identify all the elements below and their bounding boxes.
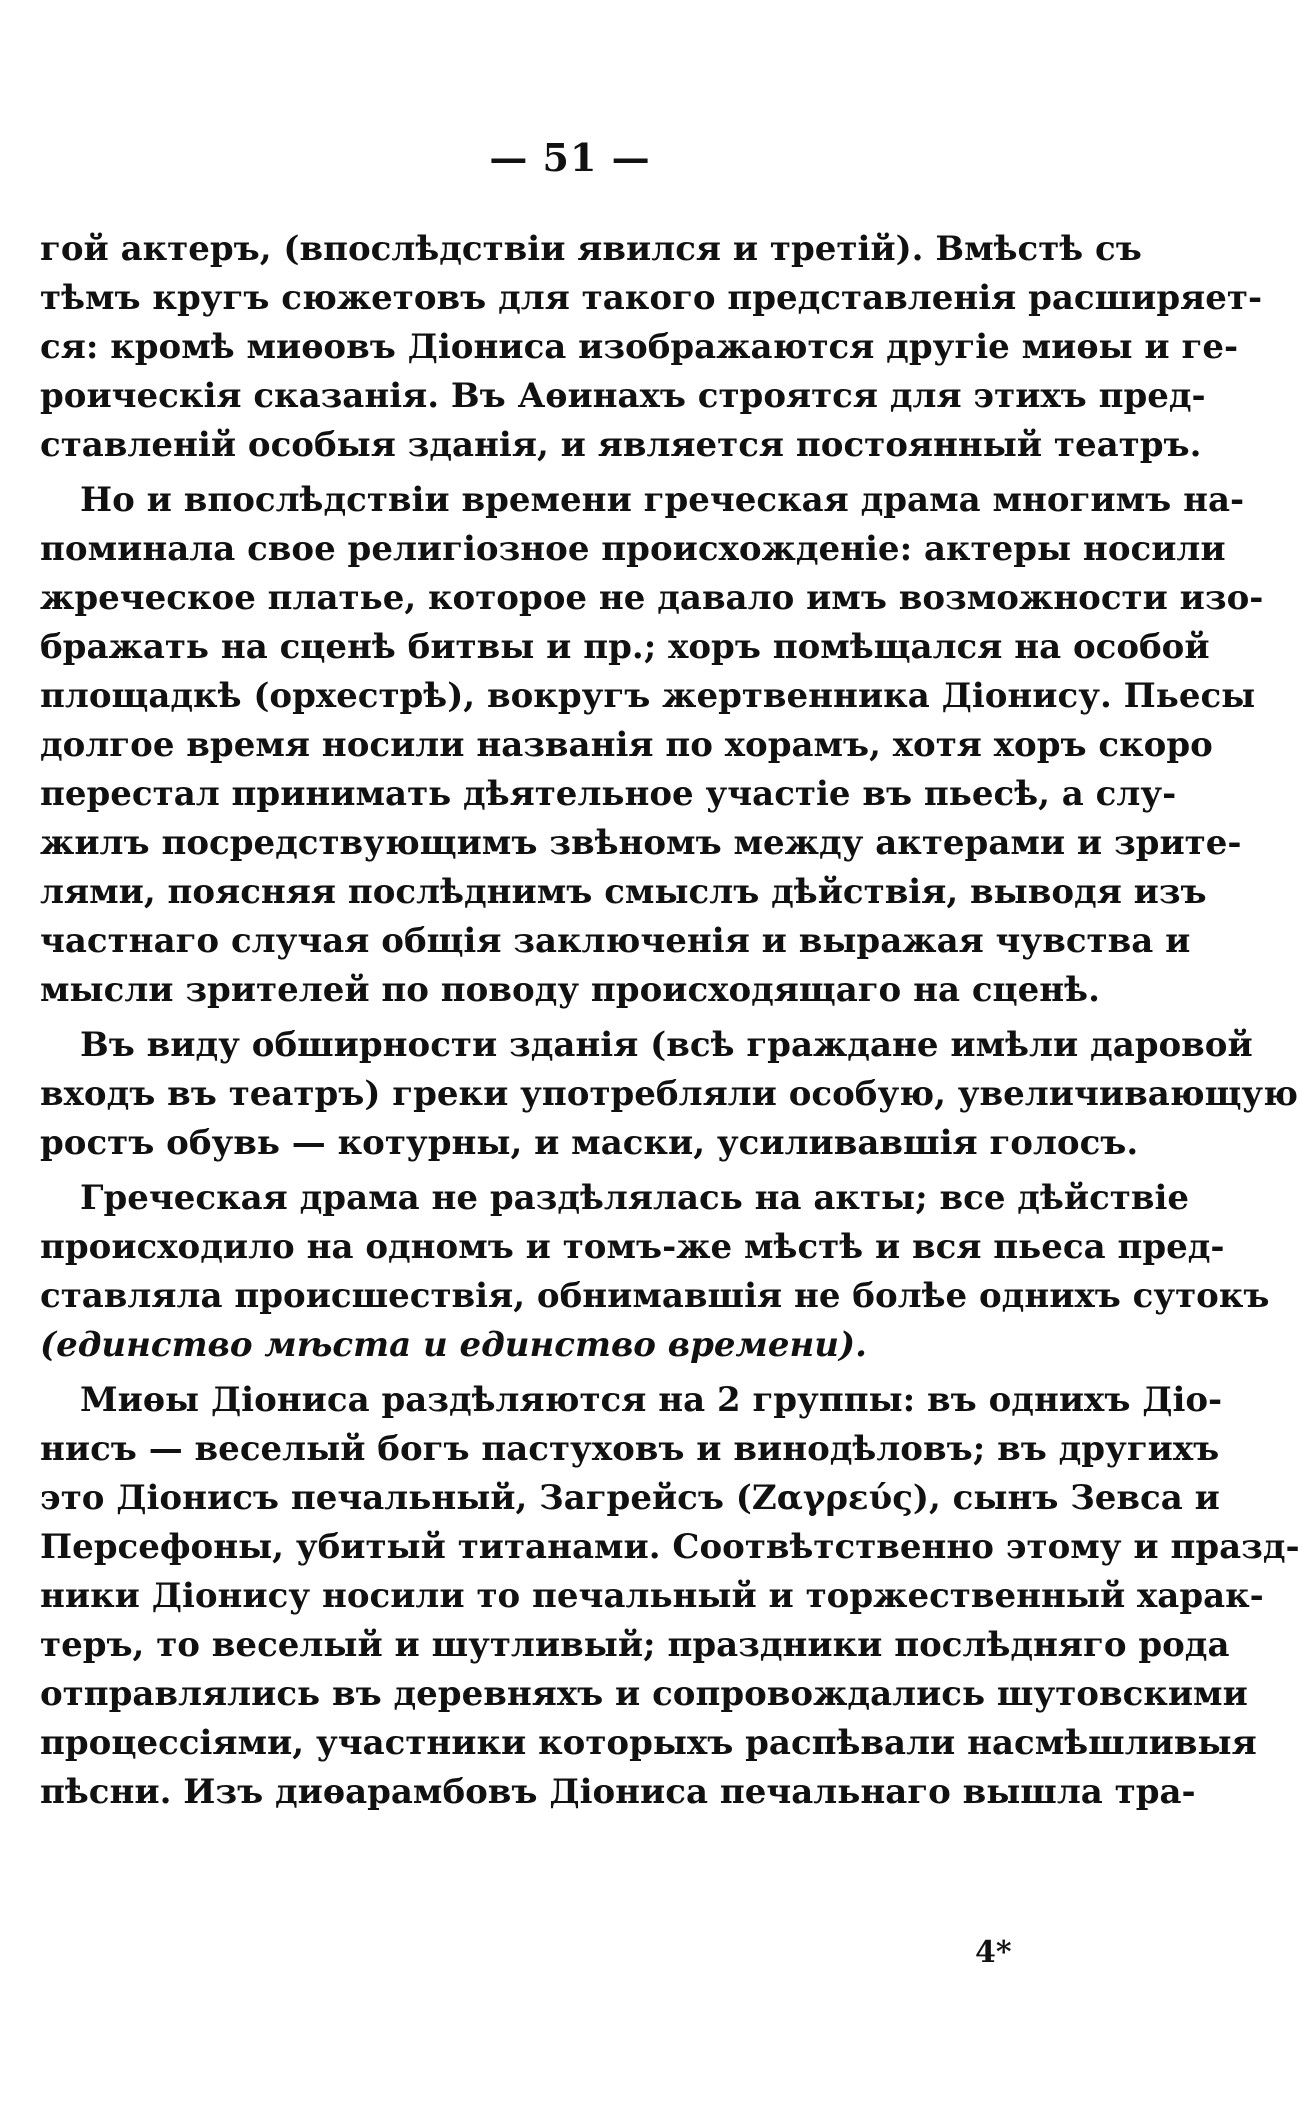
text-line: пѣсни. Изъ диѳарамбовъ Діониса печальнаго вышла тра- xyxy=(40,1772,1196,1812)
text-line: ставленій особыя зданія, и является постоянный театръ. xyxy=(40,425,1202,465)
text-line: частнаго случая общія заключенія и выражая чувства и xyxy=(40,921,1191,961)
paragraph xyxy=(40,225,1263,470)
text-line: (единство мѣста и единство времени). xyxy=(40,1325,867,1365)
text-line: гой актеръ, (впослѣдствіи явился и третій). Вмѣстѣ съ xyxy=(40,229,1142,269)
text-line: ники Діонису носили то печальный и торжественный харак- xyxy=(40,1576,1264,1616)
text-line: мысли зрителей по поводу происходящаго на сценѣ. xyxy=(40,970,1100,1010)
text-line: Миѳы Діониса раздѣляются на 2 группы: въ однихъ Діо- xyxy=(80,1380,1223,1420)
text-line: Персефоны, убитый титанами. Соотвѣтственно этому и празд- xyxy=(40,1527,1300,1567)
text-line: поминала свое религіозное происхожденіе: актеры носили xyxy=(40,529,1226,569)
text-line: отправлялись въ деревняхъ и сопровождались шутовскими xyxy=(40,1674,1248,1714)
body-text xyxy=(40,225,1300,1817)
text-line: ся: кромѣ миѳовъ Діониса изображаются другіе миѳы и ге- xyxy=(40,327,1239,367)
text-line: долгое время носили названія по хорамъ, хотя хоръ скоро xyxy=(40,725,1213,765)
paragraph xyxy=(40,1376,1300,1817)
text-line: перестал принимать дѣятельное участіе въ пьесѣ, а слу- xyxy=(40,774,1177,814)
text-line: происходило на одномъ и томъ-же мѣстѣ и вся пьеса пред- xyxy=(40,1227,1225,1267)
text-line: ставляла происшествія, обнимавшія не болѣе однихъ сутокъ xyxy=(40,1276,1270,1316)
paragraph xyxy=(40,476,1264,1015)
text-line: роическія сказанія. Въ Аѳинахъ строятся для этихъ пред- xyxy=(40,376,1206,416)
text-line: бражать на сценѣ битвы и пр.; хоръ помѣщался на особой xyxy=(40,627,1210,667)
text-line: Греческая драма не раздѣлялась на акты; все дѣйствіе xyxy=(80,1178,1190,1218)
text-line: процессіями, участники которыхъ распѣвали насмѣшливыя xyxy=(40,1723,1257,1763)
text-line: Въ виду обширности зданія (всѣ граждане имѣли даровой xyxy=(80,1025,1253,1065)
text-line: нисъ — веселый богъ пастуховъ и винодѣловъ; въ другихъ xyxy=(40,1429,1220,1469)
text-line: лями, поясняя послѣднимъ смыслъ дѣйствія, выводя изъ xyxy=(40,872,1207,912)
text-line: это Діонисъ печальный, Загрейсъ (Ζαγρεύς), сынъ Зевса и xyxy=(40,1478,1220,1518)
paragraph xyxy=(40,1174,1270,1370)
text-line: площадкѣ (орхестрѣ), вокругъ жертвенника Діонису. Пьесы xyxy=(40,676,1256,716)
text-line: входъ въ театръ) греки употребляли особую, увеличивающую xyxy=(40,1074,1298,1114)
signature-mark: 4* xyxy=(975,1935,1012,1970)
paragraph xyxy=(40,1021,1298,1168)
text-line: тѣмъ кругъ сюжетовъ для такого представленія расширяет- xyxy=(40,278,1263,318)
page-number: — 51 — xyxy=(489,135,651,180)
text-line: теръ, то веселый и шутливый; праздники послѣдняго рода xyxy=(40,1625,1230,1665)
text-line: ростъ обувь — котурны, и маски, усиливавшія голосъ. xyxy=(40,1123,1139,1163)
text-line: жреческое платье, которое не давало имъ возможности изо- xyxy=(40,578,1264,618)
text-line: жилъ посредствующимъ звѣномъ между актерами и зрите- xyxy=(40,823,1242,863)
text-line: Но и впослѣдствіи времени греческая драма многимъ на- xyxy=(80,480,1245,520)
